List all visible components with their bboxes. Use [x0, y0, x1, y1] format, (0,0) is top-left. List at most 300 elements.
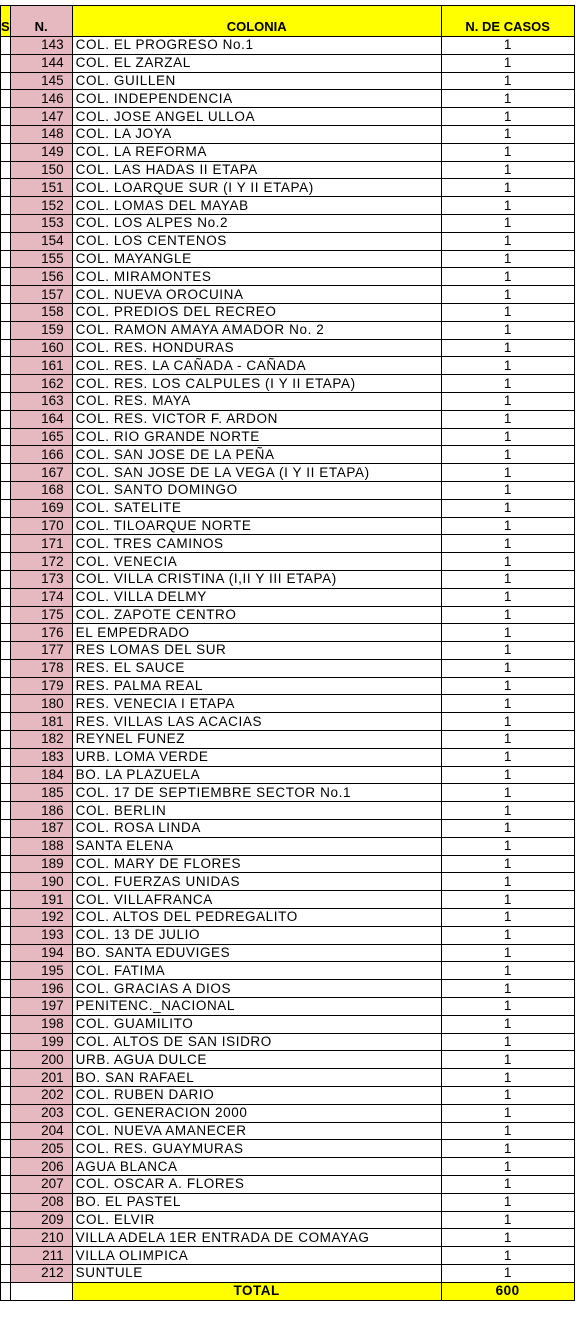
row-colonia: COL. LA REFORMA [72, 143, 441, 161]
row-edge-cell [1, 1229, 11, 1247]
row-colonia: COL. BERLIN [72, 802, 441, 820]
row-cases: 1 [441, 944, 574, 962]
table-row [1, 1104, 575, 1122]
row-cases: 1 [441, 1051, 574, 1069]
row-edge-cell [1, 125, 11, 143]
row-number: 195 [10, 962, 72, 980]
table-row [1, 784, 575, 802]
table-row [1, 1229, 575, 1247]
row-edge-cell [1, 481, 11, 499]
row-cases: 1 [441, 303, 574, 321]
row-colonia: COL. LOARQUE SUR (I Y II ETAPA) [72, 179, 441, 197]
row-colonia: COL. SAN JOSE DE LA VEGA (I Y II ETAPA) [72, 464, 441, 482]
row-cases: 1 [441, 695, 574, 713]
row-number: 199 [10, 1033, 72, 1051]
table-row [1, 499, 575, 517]
row-number: 210 [10, 1229, 72, 1247]
row-number: 197 [10, 998, 72, 1016]
row-colonia: COL. TRES CAMINOS [72, 535, 441, 553]
row-colonia: COL. LOS CENTENOS [72, 232, 441, 250]
row-edge-cell [1, 499, 11, 517]
row-cases: 1 [441, 873, 574, 891]
row-edge-cell [1, 1033, 11, 1051]
row-edge-cell [1, 1122, 11, 1140]
table-row [1, 926, 575, 944]
row-number: 168 [10, 481, 72, 499]
row-cases: 1 [441, 731, 574, 749]
row-edge-cell [1, 357, 11, 375]
row-edge-cell [1, 464, 11, 482]
row-number: 174 [10, 588, 72, 606]
row-cases: 1 [441, 677, 574, 695]
header-row [1, 6, 575, 37]
row-colonia: COL. MAYANGLE [72, 250, 441, 268]
row-number: 192 [10, 909, 72, 927]
table-row [1, 179, 575, 197]
row-edge-cell [1, 1087, 11, 1105]
table-row [1, 1087, 575, 1105]
row-edge-cell [1, 677, 11, 695]
row-colonia: COL. NUEVA AMANECER [72, 1122, 441, 1140]
table-row [1, 161, 575, 179]
row-cases: 1 [441, 410, 574, 428]
row-edge-cell [1, 375, 11, 393]
row-colonia: EL EMPEDRADO [72, 624, 441, 642]
row-number: 183 [10, 748, 72, 766]
row-number: 186 [10, 802, 72, 820]
table-row [1, 962, 575, 980]
row-colonia: BO. SANTA EDUVIGES [72, 944, 441, 962]
row-number: 177 [10, 642, 72, 660]
row-number: 167 [10, 464, 72, 482]
row-number: 181 [10, 713, 72, 731]
row-cases: 1 [441, 962, 574, 980]
row-cases: 1 [441, 286, 574, 304]
row-colonia: COL. RUBEN DARIO [72, 1087, 441, 1105]
row-colonia: COL. GENERACION 2000 [72, 1104, 441, 1122]
row-cases: 1 [441, 1122, 574, 1140]
row-edge-cell [1, 570, 11, 588]
row-number: 201 [10, 1069, 72, 1087]
table-row [1, 1193, 575, 1211]
row-number: 164 [10, 410, 72, 428]
table-row [1, 731, 575, 749]
row-edge-cell [1, 855, 11, 873]
table-row [1, 1158, 575, 1176]
table-row [1, 108, 575, 126]
table-row [1, 873, 575, 891]
row-edge-cell [1, 820, 11, 838]
table-row [1, 695, 575, 713]
row-cases: 1 [441, 179, 574, 197]
row-colonia: RES. PALMA REAL [72, 677, 441, 695]
row-cases: 1 [441, 250, 574, 268]
row-colonia: COL. TILOARQUE NORTE [72, 517, 441, 535]
row-edge-cell [1, 837, 11, 855]
row-edge-cell [1, 1104, 11, 1122]
row-colonia: COL. GUAMILITO [72, 1015, 441, 1033]
row-colonia: VILLA OLIMPICA [72, 1247, 441, 1265]
row-edge-cell [1, 553, 11, 571]
footer-edge-cell [1, 1282, 11, 1300]
row-number: 157 [10, 286, 72, 304]
row-colonia: REYNEL FUNEZ [72, 731, 441, 749]
row-cases: 1 [441, 517, 574, 535]
row-colonia: COL. FUERZAS UNIDAS [72, 873, 441, 891]
row-cases: 1 [441, 54, 574, 72]
row-number: 205 [10, 1140, 72, 1158]
row-edge-cell [1, 1264, 11, 1282]
row-number: 145 [10, 72, 72, 90]
row-edge-cell [1, 303, 11, 321]
table-row [1, 659, 575, 677]
table-row [1, 250, 575, 268]
row-colonia: COL. ELVIR [72, 1211, 441, 1229]
row-edge-cell [1, 606, 11, 624]
row-colonia: COL. GUILLEN [72, 72, 441, 90]
row-cases: 1 [441, 1069, 574, 1087]
table-row [1, 286, 575, 304]
row-number: 152 [10, 197, 72, 215]
table-row [1, 268, 575, 286]
row-edge-cell [1, 179, 11, 197]
row-number: 196 [10, 980, 72, 998]
row-number: 143 [10, 37, 72, 55]
row-cases: 1 [441, 642, 574, 660]
row-number: 180 [10, 695, 72, 713]
row-edge-cell [1, 731, 11, 749]
row-cases: 1 [441, 446, 574, 464]
row-edge-cell [1, 54, 11, 72]
row-number: 147 [10, 108, 72, 126]
row-number: 172 [10, 553, 72, 571]
table-row [1, 748, 575, 766]
row-colonia: RES. EL SAUCE [72, 659, 441, 677]
table-row [1, 855, 575, 873]
row-number: 178 [10, 659, 72, 677]
row-cases: 1 [441, 588, 574, 606]
row-colonia: BO. EL PASTEL [72, 1193, 441, 1211]
row-number: 153 [10, 214, 72, 232]
row-cases: 1 [441, 1104, 574, 1122]
table-row [1, 677, 575, 695]
row-number: 176 [10, 624, 72, 642]
row-colonia: COL. RES. LOS CALPULES (I Y II ETAPA) [72, 375, 441, 393]
header-edge-cell: S [1, 6, 11, 37]
row-edge-cell [1, 766, 11, 784]
row-edge-cell [1, 214, 11, 232]
row-edge-cell [1, 748, 11, 766]
row-colonia: COL. 17 DE SEPTIEMBRE SECTOR No.1 [72, 784, 441, 802]
row-cases: 1 [441, 499, 574, 517]
table-row [1, 837, 575, 855]
header-colonia: COLONIA [72, 6, 441, 37]
row-colonia: COL. MARY DE FLORES [72, 855, 441, 873]
row-number: 149 [10, 143, 72, 161]
row-colonia: COL. NUEVA OROCUINA [72, 286, 441, 304]
row-edge-cell [1, 143, 11, 161]
table-row [1, 891, 575, 909]
row-number: 212 [10, 1264, 72, 1282]
row-cases: 1 [441, 766, 574, 784]
row-cases: 1 [441, 1247, 574, 1265]
row-edge-cell [1, 90, 11, 108]
row-number: 156 [10, 268, 72, 286]
row-edge-cell [1, 72, 11, 90]
row-colonia: SANTA ELENA [72, 837, 441, 855]
table-row [1, 642, 575, 660]
row-edge-cell [1, 659, 11, 677]
row-cases: 1 [441, 214, 574, 232]
row-number: 179 [10, 677, 72, 695]
row-number: 200 [10, 1051, 72, 1069]
table-row [1, 214, 575, 232]
row-number: 154 [10, 232, 72, 250]
table-row [1, 446, 575, 464]
row-cases: 1 [441, 321, 574, 339]
row-cases: 1 [441, 909, 574, 927]
row-edge-cell [1, 535, 11, 553]
row-colonia: COL. ALTOS DE SAN ISIDRO [72, 1033, 441, 1051]
row-cases: 1 [441, 535, 574, 553]
row-cases: 1 [441, 748, 574, 766]
row-edge-cell [1, 624, 11, 642]
row-edge-cell [1, 962, 11, 980]
row-cases: 1 [441, 1264, 574, 1282]
row-number: 165 [10, 428, 72, 446]
row-colonia: COL. RES. VICTOR F. ARDON [72, 410, 441, 428]
row-number: 160 [10, 339, 72, 357]
row-number: 189 [10, 855, 72, 873]
row-edge-cell [1, 197, 11, 215]
row-cases: 1 [441, 1158, 574, 1176]
row-colonia: COL. RAMON AMAYA AMADOR No. 2 [72, 321, 441, 339]
table-row [1, 944, 575, 962]
row-colonia: COL. RES. MAYA [72, 392, 441, 410]
row-cases: 1 [441, 392, 574, 410]
row-edge-cell [1, 37, 11, 55]
row-cases: 1 [441, 375, 574, 393]
row-edge-cell [1, 642, 11, 660]
table-row [1, 125, 575, 143]
row-number: 163 [10, 392, 72, 410]
row-edge-cell [1, 339, 11, 357]
row-number: 208 [10, 1193, 72, 1211]
row-colonia: COL. ALTOS DEL PEDREGALITO [72, 909, 441, 927]
row-colonia: RES. VENECIA I ETAPA [72, 695, 441, 713]
row-colonia: COL. EL ZARZAL [72, 54, 441, 72]
row-cases: 1 [441, 161, 574, 179]
row-edge-cell [1, 268, 11, 286]
row-cases: 1 [441, 980, 574, 998]
row-cases: 1 [441, 553, 574, 571]
row-colonia: RES LOMAS DEL SUR [72, 642, 441, 660]
row-edge-cell [1, 588, 11, 606]
row-colonia: COL. MIRAMONTES [72, 268, 441, 286]
row-number: 188 [10, 837, 72, 855]
table-row [1, 410, 575, 428]
row-number: 209 [10, 1211, 72, 1229]
row-edge-cell [1, 713, 11, 731]
row-colonia: COL. VILLA DELMY [72, 588, 441, 606]
table-row [1, 1122, 575, 1140]
table-row [1, 624, 575, 642]
row-colonia: COL. SATELITE [72, 499, 441, 517]
table-row [1, 232, 575, 250]
row-colonia: BO. SAN RAFAEL [72, 1069, 441, 1087]
row-cases: 1 [441, 481, 574, 499]
row-number: 204 [10, 1122, 72, 1140]
row-edge-cell [1, 1069, 11, 1087]
table-row [1, 481, 575, 499]
row-edge-cell [1, 802, 11, 820]
row-colonia: COL. LA JOYA [72, 125, 441, 143]
row-colonia: COL. INDEPENDENCIA [72, 90, 441, 108]
row-number: 161 [10, 357, 72, 375]
row-number: 173 [10, 570, 72, 588]
row-cases: 1 [441, 1033, 574, 1051]
row-cases: 1 [441, 72, 574, 90]
row-edge-cell [1, 1158, 11, 1176]
row-edge-cell [1, 873, 11, 891]
table-body [1, 37, 575, 1283]
table-row [1, 1015, 575, 1033]
row-cases: 1 [441, 784, 574, 802]
row-edge-cell [1, 517, 11, 535]
row-cases: 1 [441, 1229, 574, 1247]
table-row [1, 392, 575, 410]
row-cases: 1 [441, 232, 574, 250]
table-row [1, 90, 575, 108]
row-colonia: COL. RIO GRANDE NORTE [72, 428, 441, 446]
row-edge-cell [1, 926, 11, 944]
table-row [1, 197, 575, 215]
row-number: 207 [10, 1176, 72, 1194]
row-colonia: COL. RES. LA CAÑADA - CAÑADA [72, 357, 441, 375]
table-row [1, 535, 575, 553]
row-cases: 1 [441, 37, 574, 55]
row-colonia: URB. AGUA DULCE [72, 1051, 441, 1069]
row-number: 169 [10, 499, 72, 517]
row-colonia: COL. RES. HONDURAS [72, 339, 441, 357]
row-edge-cell [1, 891, 11, 909]
row-cases: 1 [441, 855, 574, 873]
row-cases: 1 [441, 108, 574, 126]
row-number: 159 [10, 321, 72, 339]
row-number: 146 [10, 90, 72, 108]
row-colonia: COL. ROSA LINDA [72, 820, 441, 838]
row-cases: 1 [441, 357, 574, 375]
row-colonia: COL. VILLA CRISTINA (I,II Y III ETAPA) [72, 570, 441, 588]
row-colonia: COL. LOMAS DEL MAYAB [72, 197, 441, 215]
row-cases: 1 [441, 1087, 574, 1105]
table-row [1, 1069, 575, 1087]
row-colonia: COL. EL PROGRESO No.1 [72, 37, 441, 55]
table-row [1, 1033, 575, 1051]
row-cases: 1 [441, 1176, 574, 1194]
row-colonia: BO. LA PLAZUELA [72, 766, 441, 784]
row-edge-cell [1, 784, 11, 802]
row-edge-cell [1, 250, 11, 268]
row-edge-cell [1, 1015, 11, 1033]
row-number: 206 [10, 1158, 72, 1176]
row-cases: 1 [441, 998, 574, 1016]
row-number: 148 [10, 125, 72, 143]
row-edge-cell [1, 1140, 11, 1158]
row-edge-cell [1, 428, 11, 446]
row-number: 155 [10, 250, 72, 268]
header-cases: N. DE CASOS [441, 6, 574, 37]
table-row [1, 339, 575, 357]
row-edge-cell [1, 286, 11, 304]
table-footer [1, 1282, 575, 1300]
row-edge-cell [1, 1193, 11, 1211]
row-number: 175 [10, 606, 72, 624]
row-cases: 1 [441, 1140, 574, 1158]
row-edge-cell [1, 108, 11, 126]
row-number: 162 [10, 375, 72, 393]
total-label: TOTAL [72, 1282, 441, 1300]
row-edge-cell [1, 1051, 11, 1069]
row-number: 158 [10, 303, 72, 321]
row-edge-cell [1, 1247, 11, 1265]
footer-blank-cell [10, 1282, 72, 1300]
row-edge-cell [1, 392, 11, 410]
row-edge-cell [1, 232, 11, 250]
table-row [1, 37, 575, 55]
row-cases: 1 [441, 1193, 574, 1211]
row-colonia: VILLA ADELA 1ER ENTRADA DE COMAYAG [72, 1229, 441, 1247]
table-header [1, 6, 575, 37]
table-row [1, 802, 575, 820]
row-colonia: SUNTULE [72, 1264, 441, 1282]
row-colonia: COL. OSCAR A. FLORES [72, 1176, 441, 1194]
row-cases: 1 [441, 1015, 574, 1033]
total-value: 600 [441, 1282, 574, 1300]
table-row [1, 553, 575, 571]
table-row [1, 1140, 575, 1158]
table-row [1, 303, 575, 321]
row-number: 203 [10, 1104, 72, 1122]
table-row [1, 1247, 575, 1265]
row-edge-cell [1, 446, 11, 464]
row-number: 144 [10, 54, 72, 72]
row-cases: 1 [441, 837, 574, 855]
row-colonia: COL. RES. GUAYMURAS [72, 1140, 441, 1158]
row-edge-cell [1, 695, 11, 713]
row-edge-cell [1, 161, 11, 179]
table-row [1, 998, 575, 1016]
row-cases: 1 [441, 606, 574, 624]
table-row [1, 1264, 575, 1282]
row-number: 182 [10, 731, 72, 749]
row-cases: 1 [441, 802, 574, 820]
row-cases: 1 [441, 90, 574, 108]
row-edge-cell [1, 980, 11, 998]
row-number: 184 [10, 766, 72, 784]
row-number: 194 [10, 944, 72, 962]
table-row [1, 464, 575, 482]
row-number: 185 [10, 784, 72, 802]
row-cases: 1 [441, 268, 574, 286]
table-row [1, 357, 575, 375]
row-edge-cell [1, 944, 11, 962]
row-edge-cell [1, 909, 11, 927]
table-row [1, 588, 575, 606]
row-cases: 1 [441, 143, 574, 161]
row-number: 151 [10, 179, 72, 197]
row-colonia: RES. VILLAS LAS ACACIAS [72, 713, 441, 731]
